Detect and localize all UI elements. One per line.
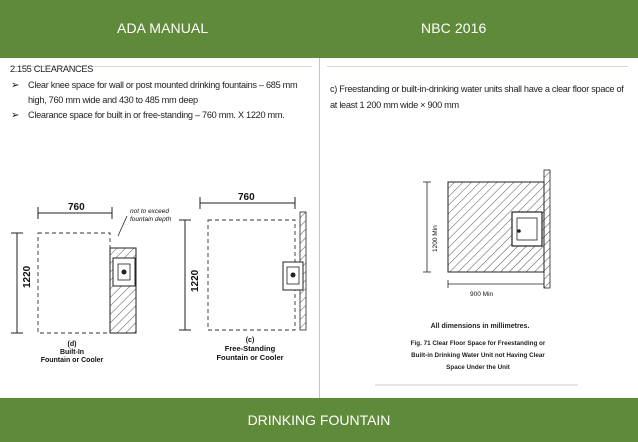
drinking-fountain-title: DRINKING FOUNTAIN [247,412,391,428]
fig71-height-label: 1200 Min [432,225,439,252]
fig-d-caption-2: Built-In [59,349,85,356]
nbc-requirement-text: c) Freestanding or built-in-drinking water units shall have a clear floor space of at least 1 200 mm wide × 900 mm [330,84,624,110]
fig71-caption-2: Built-in Drinking Water Unit not Having Clear [411,352,545,359]
nbc-2016-title: NBC 2016 [421,20,487,36]
arrow-bullet-icon: ➢ [11,110,20,121]
fig71-dimensions-note: All dimensions in millimetres. [430,323,530,330]
fig-d-caption-3: Fountain or Cooler [40,357,104,364]
clearances-heading: 2.155 CLEARANCES [10,64,94,74]
ada-manual-title: ADA MANUAL [117,20,209,36]
arrow-bullet-icon: ➢ [11,80,20,91]
fig-d-caption-1: (d) [67,341,77,348]
fig-c-width-label: 760 [238,192,255,203]
fig-d-note-line2: fountain depth [130,216,172,223]
built-in-fountain-figure [11,202,172,364]
fig71-caption-1: Fig. 71 Clear Floor Space for Freestanding or [410,340,546,347]
fig-c-caption-3: Fountain or Cooler [216,353,284,362]
fig-c-caption-2: Free-Standing [224,344,276,353]
free-standing-fountain-figure [179,192,306,362]
fig-d-width-label: 760 [68,202,85,213]
bullet-text: Clear knee space for wall or post mounted drinking fountains – 685 mm high, 760 mm wide and 430 to 485 mm deep [28,80,298,105]
nbc-fig71-figure [375,170,578,385]
fig71-caption-3: Space Under the Unit [446,364,510,371]
fig-d-height-label: 1220 [22,265,33,288]
fig-c-height-label: 1220 [190,269,201,292]
fig-c-caption-1: (c) [245,337,255,344]
bullet-text: Clearance space for built in or free-standing – 760 mm. X 1220 mm. [28,110,285,120]
fig71-width-label: 900 Min [470,291,494,298]
fig-d-note-line1: not to exceed [130,208,170,215]
footer-bar [0,398,638,442]
